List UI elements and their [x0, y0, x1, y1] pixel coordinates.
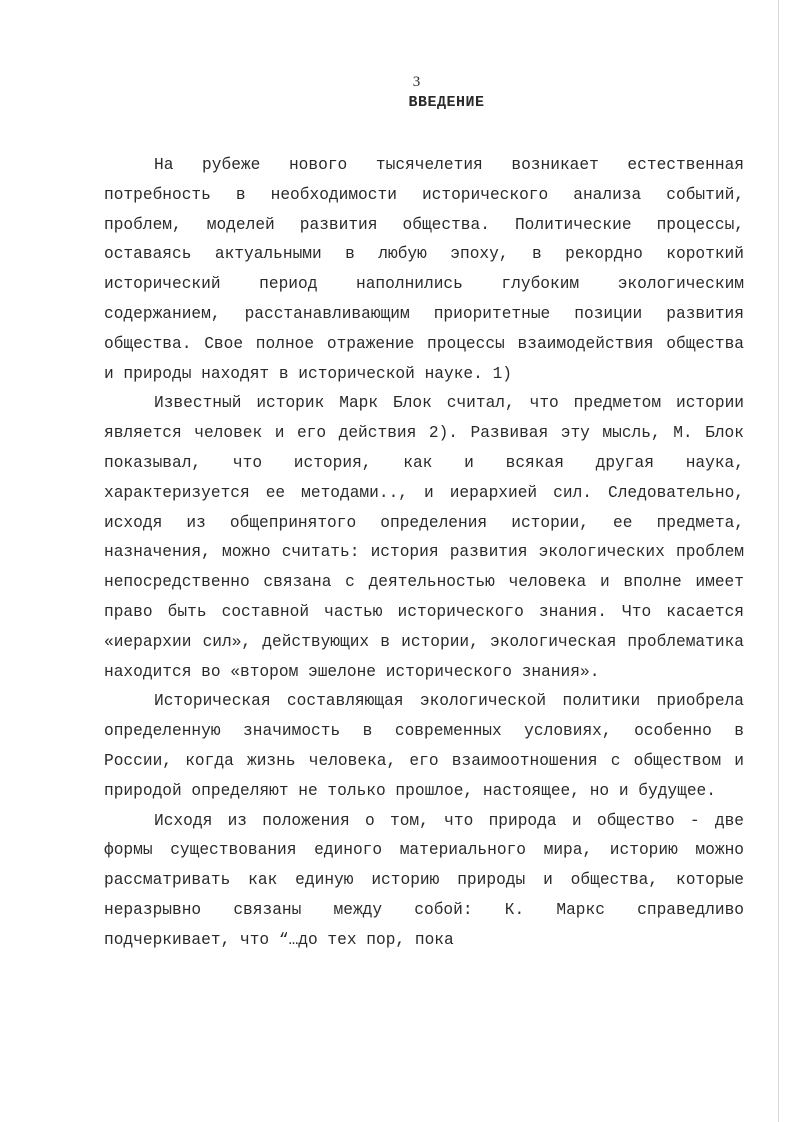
paragraph-4: Исходя из положения о том, что природа и общество - две формы существования единого материального мира, историю можно рассматривать как единую историю природы и общества, которые неразрывно связаны между собой: К. Маркс справедливо подчеркивает, что “…до тех пор, пока	[104, 811, 744, 949]
paragraph-1: На рубеже нового тысячелетия возникает естественная потребность в необходимости исторического анализа событий, проблем, моделей развития общества. Политические процессы, оставаясь актуальными в любую эпоху, в рекордно короткий исторический период наполнились глубоким экологическим содержанием, расстанавливающим приоритетные позиции развития общества. Свое полное отражение процессы взаимодействия общества и природы находят в исторической науке. 1)	[104, 156, 744, 383]
paragraph-2: Известный историк Марк Блок считал, что предметом истории является человек и его действия 2). Развивая эту мысль, М. Блок показывал, что история, как и всякая другая наука, характеризуется ее методами.., и иерархией сил. Следовательно, исходя из общепринятого определения истории, ее предмета, назначения, можно считать: история развития экологических проблем непосредственно связана с деятельностью человека и вполне имеет право быть составной частью исторического знания. Что касается «иерархии сил», действующих в истории, экологическая проблематика находится во «втором эшелоне исторического знания».	[104, 394, 744, 681]
page-title: ВВЕДЕНИЕ	[408, 94, 485, 111]
page-number: 3	[412, 74, 421, 90]
page-edge-rule	[778, 0, 779, 1122]
body-text	[104, 151, 744, 956]
paragraph-3: Историческая составляющая экологической политики приобрела определенную значимость в современных условиях, особенно в России, когда жизнь человека, его взаимоотношения с обществом и природой определяют не только прошлое, настоящее, но и будущее.	[104, 692, 744, 800]
